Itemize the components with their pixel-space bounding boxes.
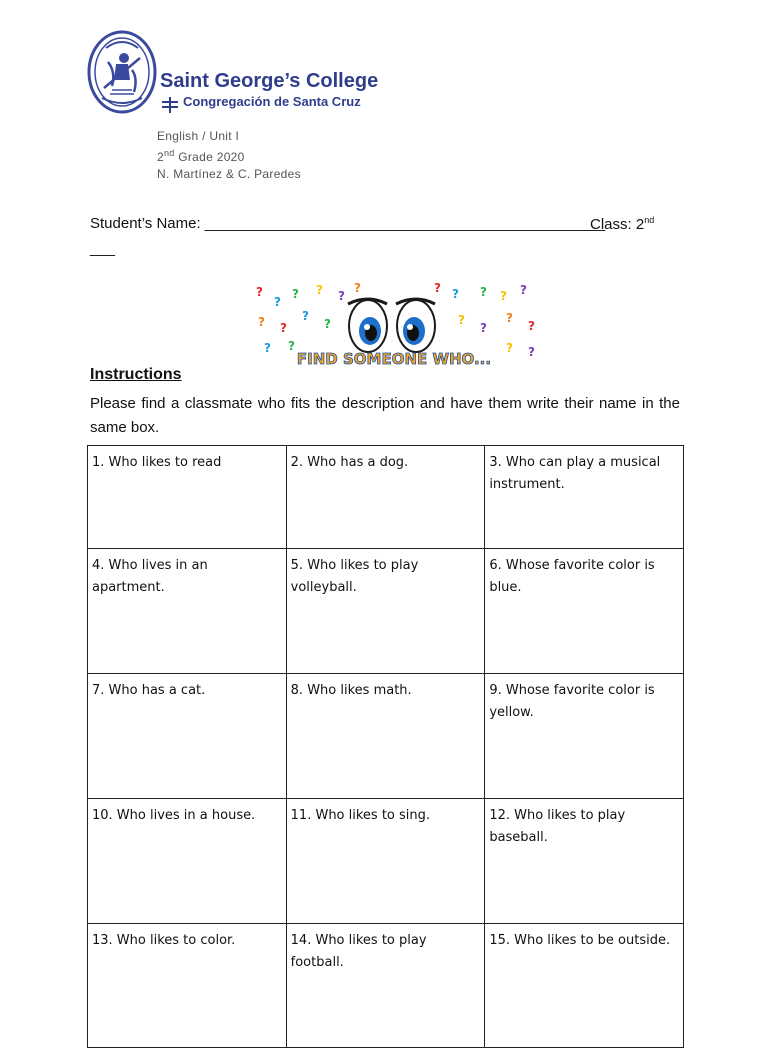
grid-cell-15[interactable]: 15. Who likes to be outside. — [485, 924, 684, 1048]
class-field: Class: 2nd — [590, 215, 655, 233]
question-mark-icon: ? — [434, 281, 441, 295]
question-mark-icon: ? — [506, 311, 513, 325]
question-mark-icon: ? — [458, 313, 465, 327]
teachers-line: N. Martínez & C. Paredes — [157, 167, 301, 181]
grid-cell-9[interactable]: 9. Whose favorite color is yellow. — [485, 674, 684, 799]
question-mark-icon: ? — [324, 317, 331, 331]
question-mark-icon: ? — [302, 309, 309, 323]
find-someone-who-banner — [244, 276, 544, 372]
question-mark-icon: ? — [452, 287, 459, 301]
grid-cell-7[interactable]: 7. Who has a cat. — [88, 674, 287, 799]
question-mark-icon: ? — [480, 321, 487, 335]
question-mark-icon: ? — [256, 285, 263, 299]
subject-line: English / Unit I — [157, 129, 240, 143]
question-mark-icon: ? — [274, 295, 281, 309]
question-mark-icon: ? — [264, 341, 271, 355]
question-mark-icon: ? — [500, 289, 507, 303]
grid-cell-8[interactable]: 8. Who likes math. — [286, 674, 485, 799]
crest-icon — [86, 28, 158, 116]
question-mark-icon: ? — [338, 289, 345, 303]
grid-cell-6[interactable]: 6. Whose favorite color is blue. — [485, 549, 684, 674]
question-mark-icon: ? — [480, 285, 487, 299]
grade-line: 2nd Grade 2020 — [157, 148, 245, 164]
grid-cell-10[interactable]: 10. Who lives in a house. — [88, 799, 287, 924]
congregation-name: Congregación de Santa Cruz — [183, 94, 361, 109]
class-blank: ___ — [90, 240, 116, 257]
grid-cell-14[interactable]: 14. Who likes to play football. — [286, 924, 485, 1048]
question-mark-icon: ? — [520, 283, 527, 297]
question-marks-decoration — [256, 281, 535, 359]
grid-row — [88, 799, 684, 924]
instructions-text: Please find a classmate who fits the description and have them write their name in the same box. — [90, 395, 680, 436]
grid-row — [88, 674, 684, 799]
instructions-title: Instructions — [90, 366, 182, 383]
cross-icon — [160, 96, 180, 114]
grid-cell-3[interactable]: 3. Who can play a musical instrument. — [485, 446, 684, 549]
college-name: Saint George’s College — [160, 70, 379, 92]
question-mark-icon: ? — [280, 321, 287, 335]
document-meta — [157, 128, 301, 183]
question-mark-icon: ? — [528, 345, 535, 359]
question-mark-icon: ? — [292, 287, 299, 301]
grid-row — [88, 446, 684, 549]
grid-row — [88, 924, 684, 1048]
grid-cell-12[interactable]: 12. Who likes to play baseball. — [485, 799, 684, 924]
grid-cell-1[interactable]: 1. Who likes to read — [88, 446, 287, 549]
grid-cell-13[interactable]: 13. Who likes to color. — [88, 924, 287, 1048]
question-mark-icon: ? — [316, 283, 323, 297]
grid-cell-4[interactable]: 4. Who lives in an apartment. — [88, 549, 287, 674]
grid-cell-2[interactable]: 2. Who has a dog. — [286, 446, 485, 549]
student-name-field: Student’s Name: ________________________________________________ — [90, 215, 606, 232]
grid-row — [88, 549, 684, 674]
grid-cell-5[interactable]: 5. Who likes to play volleyball. — [286, 549, 485, 674]
question-mark-icon: ? — [354, 281, 361, 295]
grid-cell-11[interactable]: 11. Who likes to sing. — [286, 799, 485, 924]
question-mark-icon: ? — [258, 315, 265, 329]
question-mark-icon: ? — [288, 339, 295, 353]
question-mark-icon: ? — [528, 319, 535, 333]
question-mark-icon: ? — [506, 341, 513, 355]
eyes-icon — [348, 299, 435, 352]
find-someone-grid — [87, 445, 684, 1048]
school-logo — [80, 28, 379, 120]
banner-title: FIND SOMEONE WHO... — [296, 350, 492, 368]
